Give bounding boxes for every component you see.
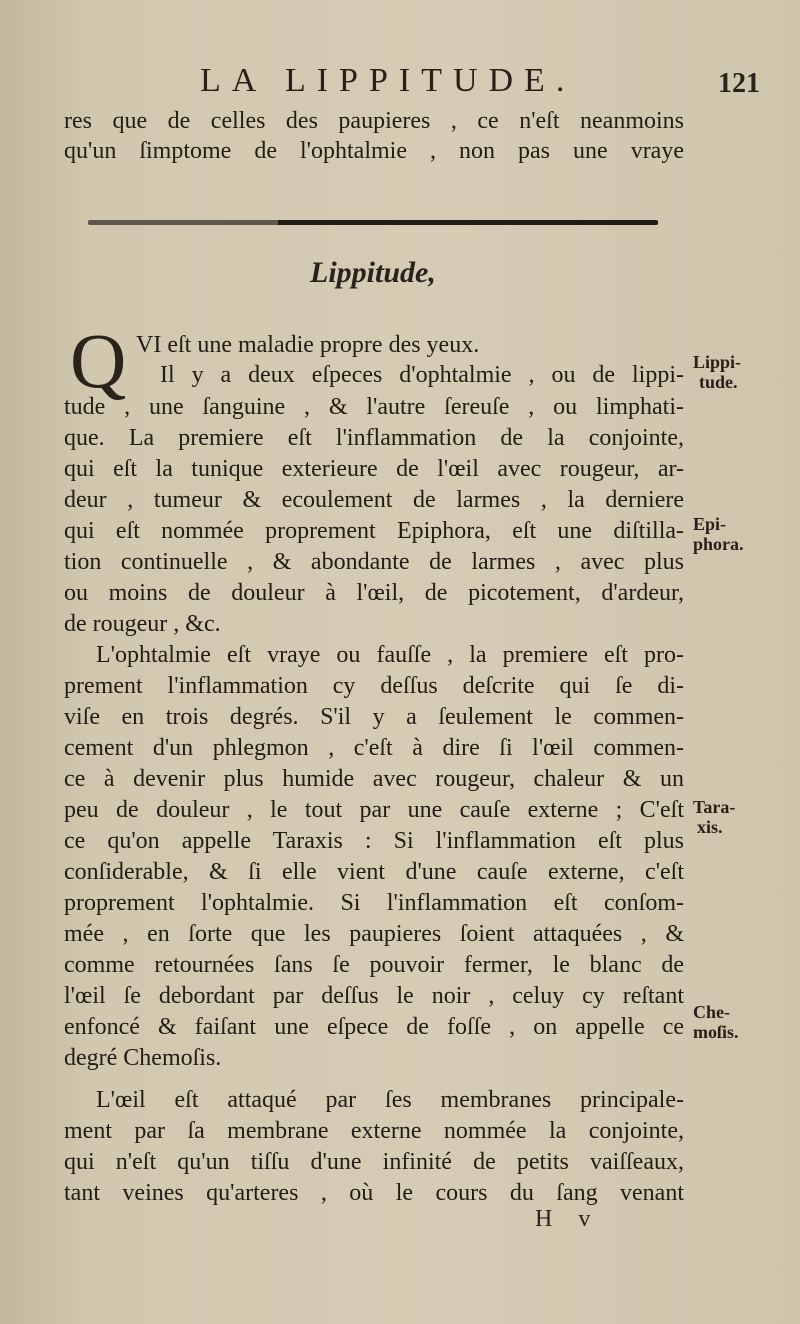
- text-line: degré Chemoſis.: [64, 1045, 222, 1071]
- text-line: prement l'inflammation cy deſſus deſcrite qui ſe di-: [64, 673, 684, 699]
- margin-note-taraxis: [693, 797, 735, 837]
- margin-note-line: Lippi-: [693, 352, 742, 372]
- text-line: ou moins de douleur à l'œil, de picotement, d'ardeur,: [64, 580, 684, 606]
- margin-note-line: Epi-: [693, 514, 727, 534]
- text-line: tion continuelle , & abondante de larmes , avec plus: [64, 549, 684, 575]
- text-line: ce qu'on appelle Taraxis : Si l'inflammation eſt plus: [64, 828, 684, 854]
- text-line: viſe en trois degrés. S'il y a ſeulement le commen-: [64, 704, 684, 730]
- text-line: qu'un ſimptome de l'ophtalmie , non pas une vraye: [64, 138, 684, 164]
- text-line: L'œil eſt attaqué par ſes membranes principale-: [96, 1087, 684, 1113]
- text-line: ce à devenir plus humide avec rougeur, chaleur & un: [64, 766, 684, 792]
- margin-note-lippitude: [693, 352, 741, 392]
- text-line: l'œil ſe debordant par deſſus le noir , celuy cy reſtant: [64, 983, 684, 1009]
- text-line: ment par ſa membrane externe nommée la conjointe,: [64, 1118, 684, 1144]
- text-line: tant veines qu'arteres , où le cours du ſang venant: [64, 1180, 684, 1206]
- margin-note-line: Che-: [693, 1002, 730, 1022]
- section-title: Lippitude,: [310, 256, 436, 289]
- running-head: LA LIPPITUDE.: [200, 62, 576, 99]
- text-line: mée , en ſorte que les paupieres ſoient attaquées , &: [64, 921, 684, 947]
- text-line: qui eſt nommée proprement Epiphora, eſt une diſtilla-: [64, 518, 684, 544]
- text-line: Il y a deux eſpeces d'ophtalmie , ou de lippi-: [160, 362, 684, 388]
- text-line: qui eſt la tunique exterieure de l'œil avec rougeur, ar-: [64, 456, 684, 482]
- text-line: tude , une ſanguine , & l'autre ſereuſe , ou limphati-: [64, 394, 684, 420]
- text-line: enfoncé & faiſant une eſpece de foſſe , on appelle ce: [64, 1014, 684, 1040]
- text-line: qui n'eſt qu'un tiſſu d'une infinité de petits vaiſſeaux,: [64, 1149, 684, 1175]
- drop-cap: Q: [70, 317, 127, 404]
- text-line: comme retournées ſans ſe pouvoir fermer, le blanc de: [64, 952, 684, 978]
- page-header: [200, 62, 780, 102]
- margin-note-epiphora: [693, 514, 744, 554]
- margin-note-line: phora.: [693, 534, 744, 554]
- margin-note-chemosis: [693, 1002, 739, 1042]
- text-line: conſiderable, & ſi elle vient d'une cauſe externe, c'eſt: [64, 859, 684, 885]
- catchword-signature: H v: [535, 1206, 601, 1232]
- page-number: 121: [718, 68, 760, 99]
- text-line: que. La premiere eſt l'inflammation de la conjointe,: [64, 425, 684, 451]
- margin-note-line: tude.: [699, 372, 738, 392]
- text-line: proprement l'ophtalmie. Si l'inflammation eſt conſom-: [64, 890, 684, 916]
- text-line: cement d'un phlegmon , c'eſt à dire ſi l'œil commen-: [64, 735, 684, 761]
- text-line: peu de douleur , le tout par une cauſe externe ; C'eſt: [64, 797, 684, 823]
- margin-note-line: moſis.: [693, 1022, 739, 1042]
- text-line: de rougeur , &c.: [64, 611, 221, 637]
- section-divider-rule: [88, 220, 658, 225]
- margin-note-line: Tara-: [693, 797, 736, 817]
- text-line: deur , tumeur & ecoulement de larmes , la derniere: [64, 487, 684, 513]
- text-line: res que de celles des paupieres , ce n'eſt neanmoins: [64, 108, 684, 134]
- text-line: L'ophtalmie eſt vraye ou fauſſe , la premiere eſt pro-: [96, 642, 684, 668]
- margin-note-line: xis.: [697, 817, 723, 837]
- text-line: VI eſt une maladie propre des yeux.: [136, 332, 480, 358]
